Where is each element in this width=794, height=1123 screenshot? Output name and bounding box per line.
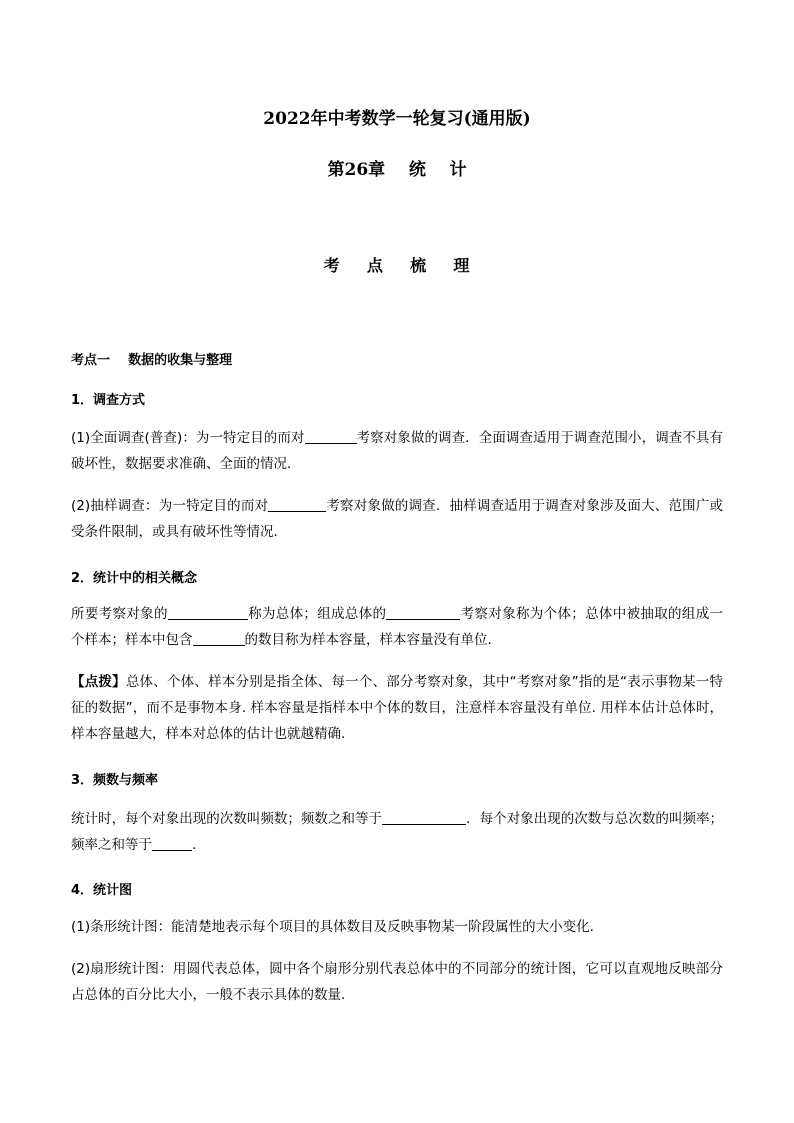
fill-blank[interactable]	[193, 631, 245, 646]
sub1-paragraph2	[71, 493, 723, 545]
sub4-paragraph1: (1)条形统计图：能清楚地表示每个项目的具体数目及反映事物某一阶段属性的大小变化．	[71, 919, 604, 935]
tip-paragraph	[71, 669, 723, 747]
section-heading: 考 点 梳 理	[323, 256, 471, 275]
sub2-p1-text-d: 的数目称为样本容量，样本容量没有单位．	[244, 632, 501, 648]
tip-text: 总体、个体、样本分别是指全体、每一个、部分考察对象，其中“考察对象”指的是“表示事物某一特征的数据”，而不是事物本身. 样本容量是指样本中个体的数目，注意样本容量没有单位. 用样本估计总体时，样本容量越大，样本对总体的估计也就越精确.	[71, 674, 724, 742]
fill-blank[interactable]	[382, 810, 466, 825]
sub3-p1-text-c: .	[192, 837, 197, 853]
sub1-paragraph1	[71, 425, 723, 477]
sub2-p1-text-a: 所要考察对象的	[71, 606, 168, 622]
sub3-paragraph1	[71, 806, 723, 858]
tip-label: 【点拨】	[71, 674, 126, 690]
fill-blank[interactable]	[386, 605, 460, 620]
sub2-paragraph1	[71, 601, 723, 653]
sub3-heading: 3．频数与频率	[71, 773, 159, 788]
chapter-title: 第26章 统 计	[327, 160, 467, 180]
fill-blank[interactable]	[305, 429, 357, 444]
sub2-p1-text-b: 称为总体；组成总体的	[247, 606, 387, 622]
sub2-p1-text-c: 考察对象称为个体；总体中被抽取的组成一个样本；样本中包含	[71, 606, 724, 648]
sub3-p1-text-a: 统计时，每个对象出现的次数叫频数；频数之和等于	[71, 811, 383, 827]
sub1-p2-text-a: (2)抽样调查：为一特定目的而对	[71, 498, 269, 514]
point1-heading: 考点一 数据的收集与整理	[71, 353, 233, 368]
sub1-heading: 1．调查方式	[71, 393, 146, 408]
sub4-heading: 4．统计图	[71, 883, 133, 898]
sub2-heading: 2．统计中的相关概念	[71, 571, 198, 586]
fill-blank[interactable]	[268, 497, 326, 512]
fill-blank[interactable]	[152, 836, 192, 851]
document-title: 2022年中考数学一轮复习(通用版)	[263, 109, 531, 129]
sub3-p1-text-b: ．每个对象出现的次数与总次数的叫频率；频率之和等于	[71, 811, 723, 853]
sub1-p1-text-b: 考察对象做的调查．全面调查适用于调查范围小，调查不具有破坏性，数据要求准确、全面的情况．	[71, 430, 724, 472]
sub1-p2-text-b: 考察对象做的调查．抽样调查适用于调查对象涉及面大、范围广或受条件限制，或具有破坏性等情况．	[71, 498, 723, 540]
sub1-p1-text-a: (1)全面调查(普查)：为一特定目的而对	[71, 430, 305, 446]
fill-blank[interactable]	[168, 605, 248, 620]
sub4-paragraph2: (2)扇形统计图：用圆代表总体，圆中各个扇形分别代表总体中的不同部分的统计图，它可以直观地反映部分占总体的百分比大小，一般不表示具体的数量．	[71, 961, 723, 1003]
